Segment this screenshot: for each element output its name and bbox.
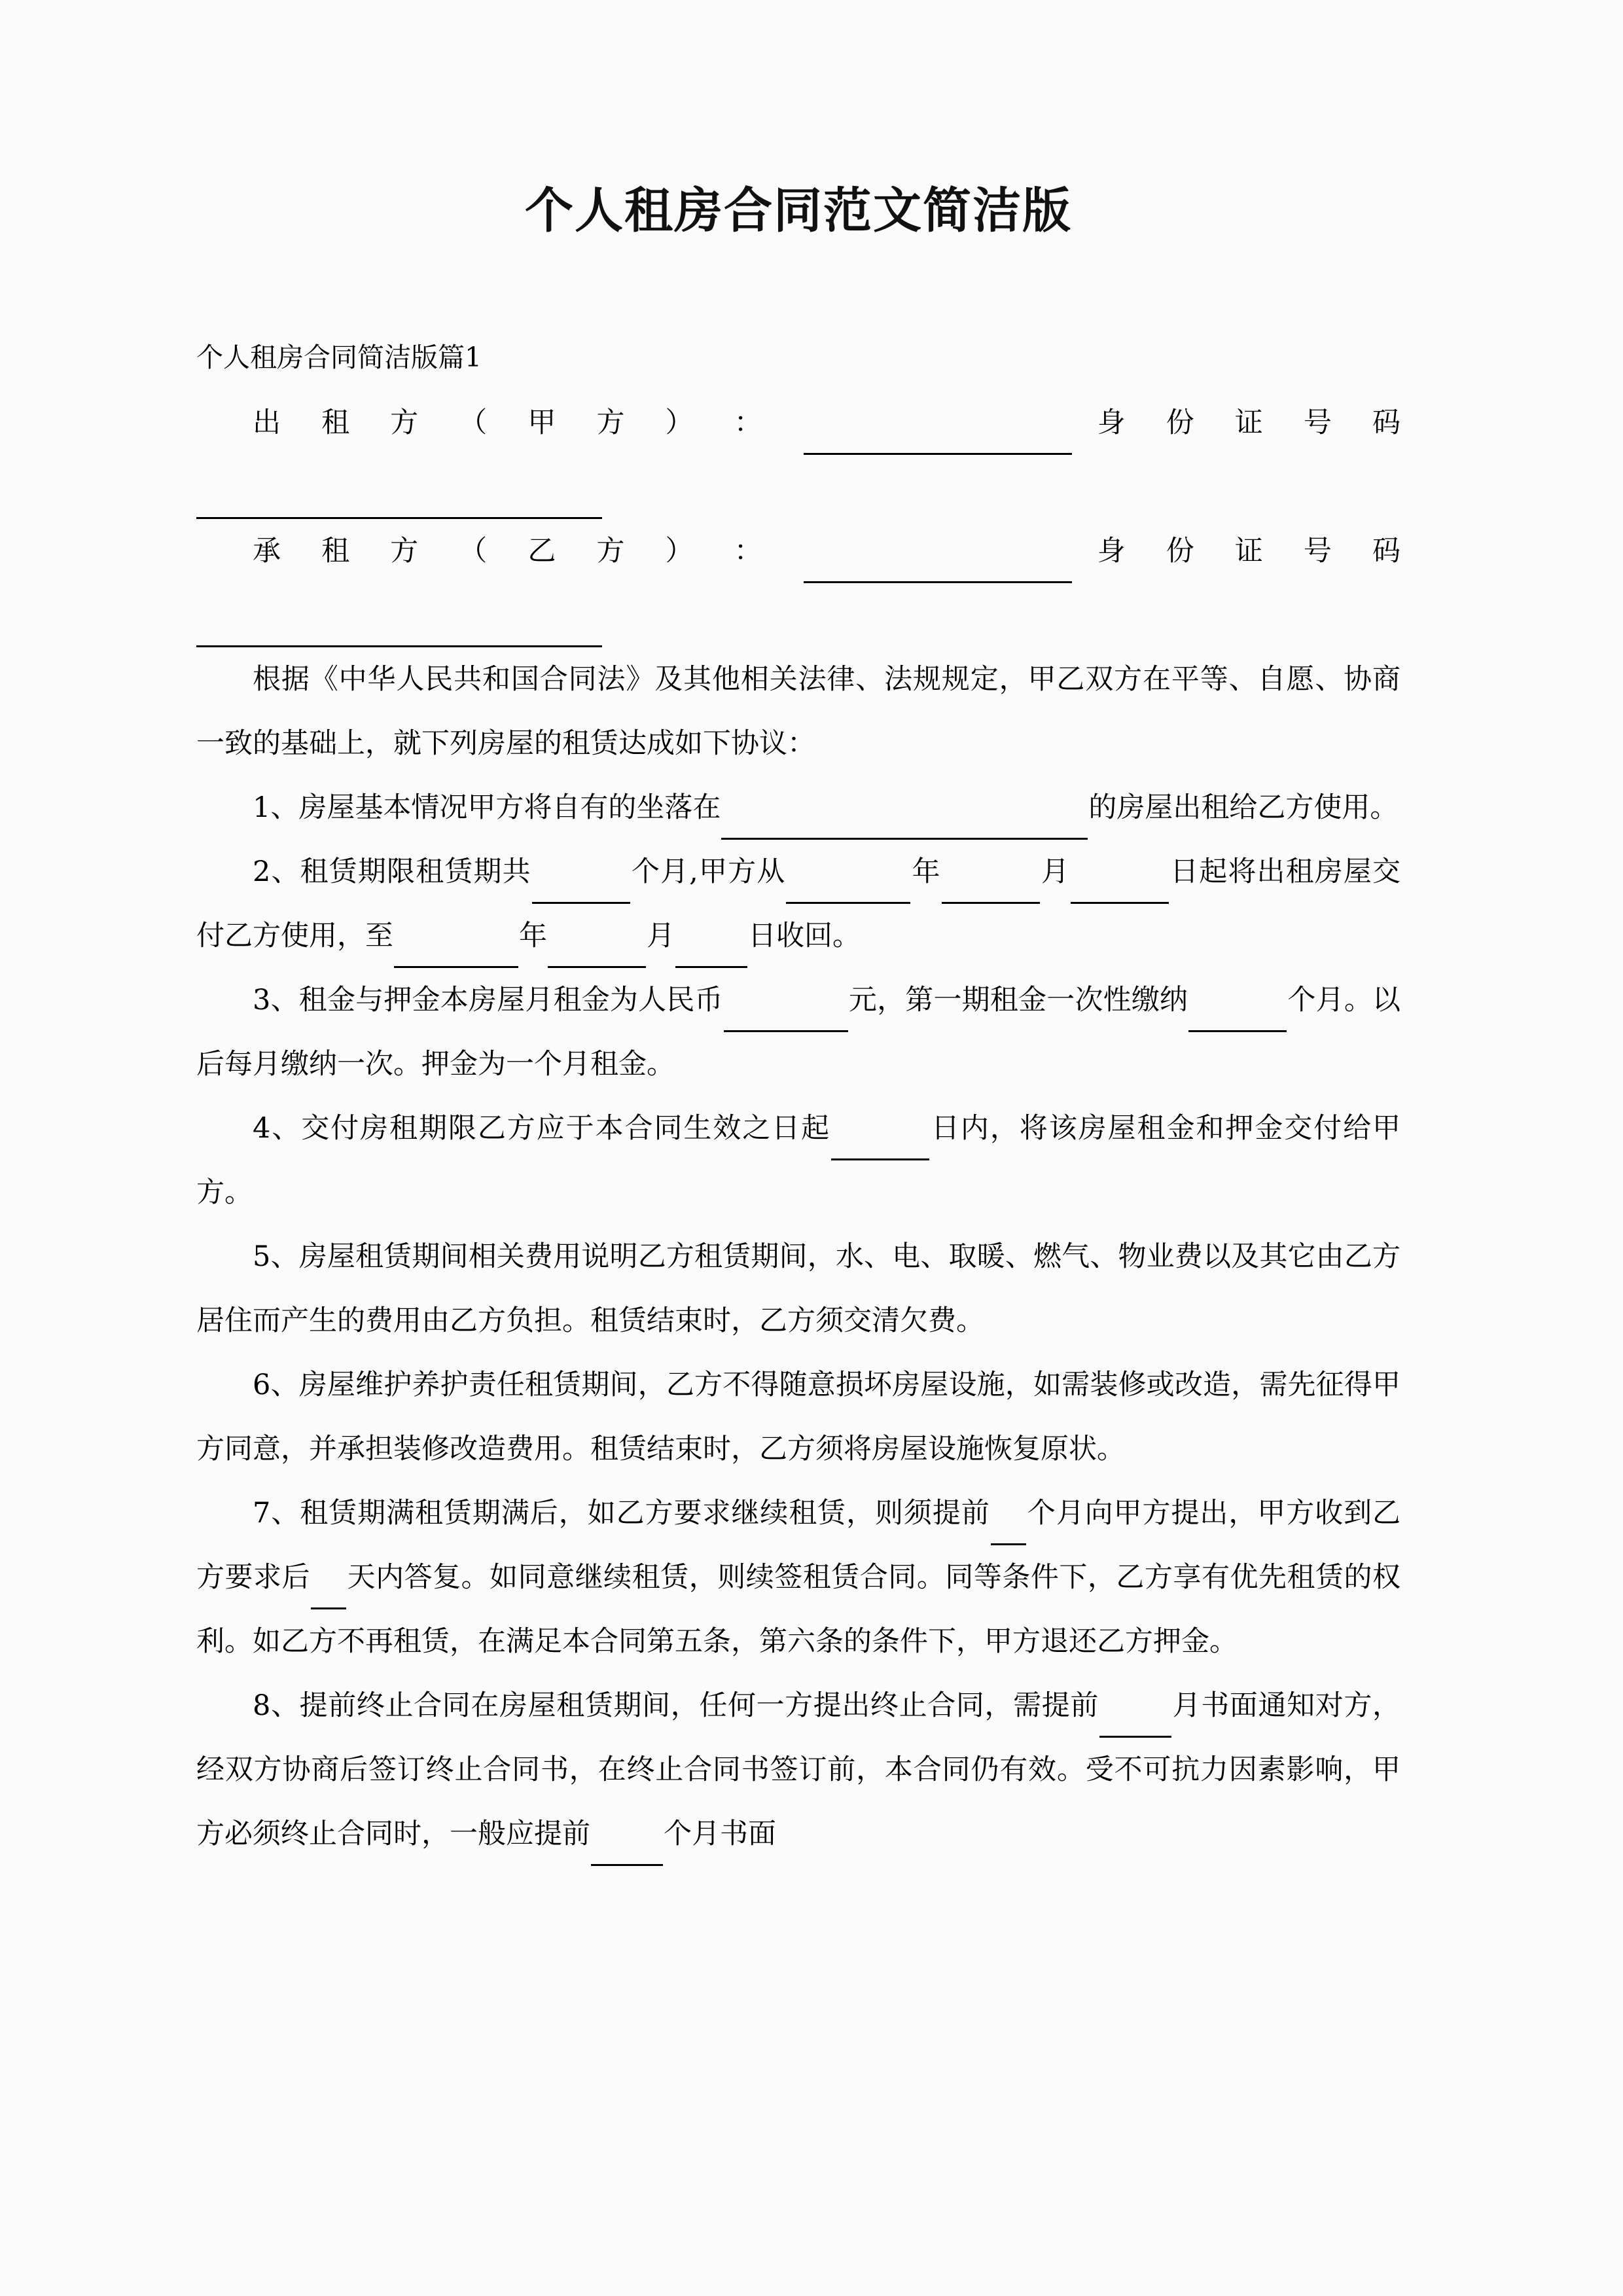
- clause-text: 年: [911, 855, 941, 888]
- landlord-id-blank[interactable]: [196, 483, 602, 519]
- fill-in-blank[interactable]: [721, 806, 1088, 840]
- clause-number: 6、: [253, 1368, 299, 1401]
- clause-text: 年: [519, 919, 547, 952]
- fill-in-blank[interactable]: [394, 935, 518, 968]
- clause-text: 个月。以后每月缴纳一次。押金为一个月租金。: [196, 983, 1401, 1081]
- clause-text: 房屋租赁期间相关费用说明乙方租赁期间，水、电、取暖、燃气、物业费以及其它由乙方居住而产生的费用由乙方负担。租赁结束时，乙方须交清欠费。: [196, 1240, 1401, 1337]
- clause-number: 8、: [253, 1689, 300, 1722]
- fill-in-blank[interactable]: [1099, 1704, 1171, 1738]
- preamble-paragraph: 根据《中华人民共和国合同法》及其他相关法律、法规规定，甲乙双方在平等、自愿、协商一致的基础上，就下列房屋的租赁达成如下协议：: [196, 662, 1400, 760]
- tenant-name-blank[interactable]: [804, 550, 1072, 583]
- clause-text: 房屋维护养护责任租赁期间，乙方不得随意损坏房屋设施，如需装修或改造，需先征得甲方同意，并承担装修改造费用。租赁结束时，乙方须将房屋设施恢复原状。: [196, 1368, 1401, 1465]
- clause-text: 租赁期限租赁期共: [300, 855, 531, 888]
- fill-in-blank[interactable]: [786, 870, 910, 904]
- document-subtitle: 个人租房合同简洁版篇1: [196, 341, 482, 373]
- fill-in-blank[interactable]: [532, 870, 630, 904]
- fill-in-blank[interactable]: [724, 999, 848, 1032]
- clause-text: 日起将出租房屋交付乙方使用，至: [196, 855, 1401, 952]
- landlord-id-blank-row: [196, 455, 1400, 519]
- fill-in-blank[interactable]: [311, 1576, 346, 1609]
- clause-text: 日收回。: [748, 919, 861, 952]
- clause-text: 日内，将该房屋租金和押金交付给甲方。: [196, 1111, 1401, 1209]
- clause-number: 3、: [253, 983, 299, 1016]
- clause-number: 7、: [253, 1496, 300, 1530]
- fill-in-blank[interactable]: [548, 935, 646, 968]
- landlord-id-label: 身 份 证 号 码: [1097, 406, 1401, 439]
- clause-text: 个月书面: [664, 1817, 776, 1850]
- clause-paragraph: [196, 776, 1400, 840]
- clause-paragraph: [196, 1096, 1400, 1225]
- clause-list: [196, 776, 1400, 1866]
- clause-text: 天内答复。如同意继续租赁，则续签租赁合同。同等条件下，乙方享有优先租赁的权利。如乙方不再租赁，在满足本合同第五条，第六条的条件下，甲方退还乙方押金。: [196, 1560, 1401, 1658]
- clause-paragraph: [196, 1353, 1400, 1481]
- clause-paragraph: [196, 1674, 1400, 1866]
- clause-text: 租金与押金本房屋月租金为人民币: [298, 983, 723, 1016]
- fill-in-blank[interactable]: [831, 1127, 929, 1160]
- clause-text: 月: [647, 919, 675, 952]
- fill-in-blank[interactable]: [591, 1833, 663, 1866]
- clause-number: 2、: [253, 855, 300, 888]
- clause-paragraph: [196, 1481, 1400, 1674]
- clause-text: 元，第一期租金一次性缴纳: [848, 983, 1188, 1016]
- clause-text: 月书面通知对方，经双方协商后签订终止合同书，在终止合同书签订前，本合同仍有效。受不可抗力因素影响，甲方必须终止合同时，一般应提前: [196, 1689, 1401, 1850]
- fill-in-blank[interactable]: [991, 1512, 1026, 1545]
- fill-in-blank[interactable]: [942, 870, 1040, 904]
- clause-paragraph: [196, 840, 1400, 968]
- page-title: 个人租房合同范文简洁版: [525, 183, 1072, 239]
- clause-paragraph: [196, 968, 1400, 1096]
- clause-text: 提前终止合同在房屋租赁期间，任何一方提出终止合同，需提前: [299, 1689, 1099, 1722]
- clause-text: 房屋基本情况甲方将自有的坐落在: [298, 791, 721, 824]
- landlord-party-line: [196, 391, 1400, 455]
- tenant-id-label: 身 份 证 号 码: [1097, 534, 1401, 567]
- fill-in-blank[interactable]: [675, 935, 747, 968]
- tenant-label: 承 租 方 （ 乙 方 ） ：: [253, 534, 778, 567]
- clause-text: 个月向甲方提出，甲方收到乙方要求后: [196, 1496, 1401, 1594]
- page-content-area: [196, 0, 1400, 1866]
- document-body: [196, 325, 1400, 1866]
- clause-text: 租赁期满租赁期满后，如乙方要求继续租赁，则须提前: [300, 1496, 990, 1530]
- clause-text: 的房屋出租给乙方使用。: [1088, 791, 1399, 824]
- clause-paragraph: [196, 1225, 1400, 1353]
- tenant-party-line: [196, 519, 1400, 583]
- clause-text: 交付房租期限乙方应于本合同生效之日起: [301, 1111, 831, 1145]
- clause-number: 4、: [253, 1111, 302, 1145]
- fill-in-blank[interactable]: [1071, 870, 1169, 904]
- landlord-label: 出 租 方 （ 甲 方 ） ：: [253, 406, 778, 439]
- clause-number: 1、: [253, 791, 299, 824]
- clause-number: 5、: [253, 1240, 299, 1273]
- tenant-id-blank-row: [196, 583, 1400, 647]
- landlord-name-blank[interactable]: [804, 422, 1072, 455]
- tenant-id-blank[interactable]: [196, 611, 602, 647]
- fill-in-blank[interactable]: [1188, 999, 1287, 1032]
- clause-text: 个月,甲方从: [630, 855, 786, 888]
- clause-text: 月: [1040, 855, 1070, 888]
